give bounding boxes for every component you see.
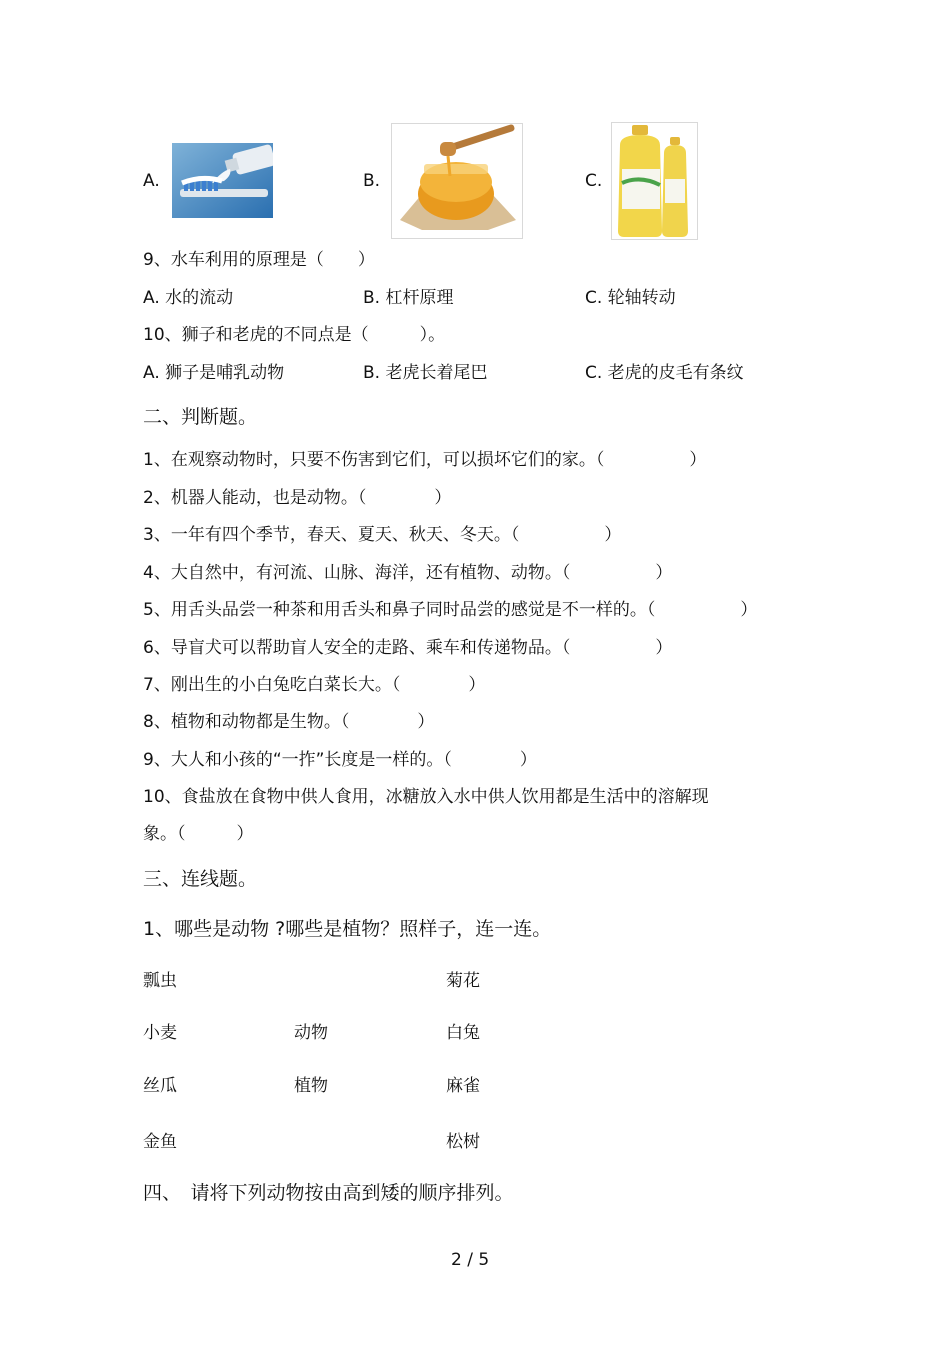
q9-option-a: A. 水的流动 [143,288,234,308]
option-b-label: B. [363,171,381,191]
match-right-2: 白兔 [446,1023,480,1043]
q10-option-a: A. 狮子是哺乳动物 [143,363,285,383]
q10-option-b: B. 老虎长着尾巴 [363,363,488,383]
judge-item-10: 10、食盐放在食物中供人食用，冰糖放入水中供人饮用都是生活中的溶解现 [143,787,709,807]
judge-item-8: 8、植物和动物都是生物。（ ） [143,712,435,732]
match-left-4: 金鱼 [143,1132,177,1152]
q10-option-c: C. 老虎的皮毛有条纹 [585,363,744,383]
question-9: 9、水车利用的原理是（ ） [143,250,375,270]
section-4-title: 四、 请将下列动物按由高到矮的顺序排列。 [143,1182,514,1204]
match-left-1: 瓢虫 [143,971,177,991]
option-a-label: A. [143,171,160,191]
match-right-4: 松树 [446,1132,480,1152]
judge-item-2: 2、机器人能动，也是动物。（ ） [143,488,452,508]
judge-item-3: 3、一年有四个季节，春天、夏天、秋天、冬天。（ ） [143,525,622,545]
match-left-2: 小麦 [143,1023,177,1043]
option-c-label: C. [585,171,603,191]
q9-option-c: C. 轮轴转动 [585,288,676,308]
page-number: 2 / 5 [451,1250,490,1270]
judge-item-4: 4、大自然中，有河流、山脉、海洋，还有植物、动物。（ ） [143,563,673,583]
match-right-1: 菊花 [446,971,480,991]
section-2-title: 二、判断题。 [143,406,258,428]
judge-item-6: 6、导盲犬可以帮助盲人安全的走路、乘车和传递物品。（ ） [143,638,673,658]
match-middle-animal: 动物 [294,1023,328,1043]
q9-option-b: B. 杠杆原理 [363,288,454,308]
matching-question: 1、哪些是动物 ?哪些是植物？照样子，连一连。 [143,918,552,940]
match-right-3: 麻雀 [446,1076,480,1096]
match-middle-plant: 植物 [294,1076,328,1096]
question-10: 10、狮子和老虎的不同点是（ ）。 [143,325,446,345]
toothpaste-image [172,143,273,218]
judge-item-9: 9、大人和小孩的“一拃”长度是一样的。（ ） [143,750,537,770]
judge-item-5: 5、用舌头品尝一种茶和用舌头和鼻子同时品尝的感觉是不一样的。（ ） [143,600,758,620]
cooking-oil-image [611,122,698,240]
section-3-title: 三、连线题。 [143,868,258,890]
match-left-3: 丝瓜 [143,1076,177,1096]
honey-jar-image [391,123,523,239]
judge-item-10-cont: 象。（ ） [143,824,254,844]
judge-item-1: 1、在观察动物时，只要不伤害到它们，可以损坏它们的家。（ ） [143,450,707,470]
judge-item-7: 7、刚出生的小白兔吃白菜长大。（ ） [143,675,486,695]
